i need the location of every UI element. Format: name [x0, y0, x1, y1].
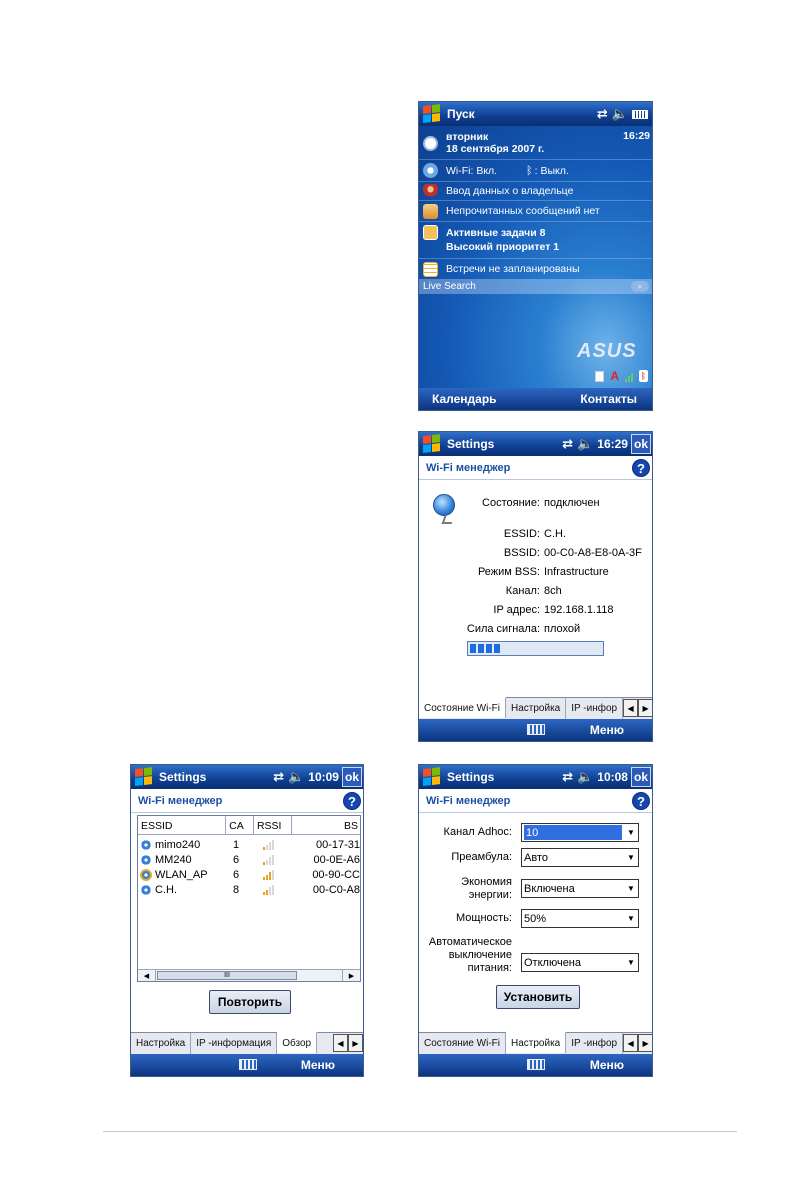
power-label: Мощность:: [456, 912, 512, 924]
softkey-contacts[interactable]: Контакты: [580, 392, 637, 406]
app-title: Settings: [159, 770, 207, 784]
signal-bar: [269, 857, 271, 865]
signal-strength-bar: [467, 641, 604, 656]
tab-scroll: [623, 1033, 653, 1054]
status-row-value: 8ch: [544, 584, 562, 597]
network-bssid: 00-90-CC: [312, 868, 360, 881]
network-channel: 6: [233, 868, 240, 881]
scroll-right-icon[interactable]: ▶: [342, 970, 360, 981]
softkey-calendar[interactable]: Календарь: [432, 392, 497, 406]
signal-bar: [272, 840, 274, 851]
network-rssi-cell: [255, 867, 293, 882]
tasks-icon: [423, 225, 438, 240]
network-essid-cell: [138, 882, 227, 897]
signal-bar: [263, 892, 265, 895]
status-row: [419, 581, 652, 600]
tasks-active: Активные задачи 8: [446, 227, 546, 239]
signal-bar: [269, 887, 271, 895]
signal-bars-icon: [263, 869, 274, 880]
notification-icons: [595, 370, 648, 382]
status-row-label: ESSID:: [503, 527, 540, 540]
title-bar: [419, 102, 652, 126]
calendar-item[interactable]: [419, 259, 652, 279]
tab-right-arrow-icon[interactable]: ▶: [638, 699, 653, 717]
network-essid: C.H.: [155, 883, 177, 896]
tab-settings[interactable]: Настройка: [506, 1032, 566, 1053]
power-save-select[interactable]: [521, 879, 639, 898]
tab-ip-info[interactable]: IP -информация: [191, 1033, 277, 1054]
soft-key-bar: [419, 1054, 652, 1076]
help-icon[interactable]: ?: [632, 792, 650, 810]
status-icons: [562, 769, 593, 785]
title-bar: [419, 765, 652, 789]
status-icons: [597, 106, 648, 122]
speaker-icon[interactable]: 🔈: [288, 769, 305, 784]
network-list-header: [138, 816, 360, 835]
status-row-label: IP адрес:: [493, 603, 540, 616]
tab-ip-info[interactable]: IP -инфор: [566, 1033, 623, 1054]
page-footer-rule: [103, 1131, 737, 1132]
auto-off-select[interactable]: [521, 953, 639, 972]
envelope-icon: [423, 204, 438, 219]
chevron-down-icon: ▼: [627, 828, 635, 837]
keyboard-icon[interactable]: [527, 724, 545, 735]
signal-bar: [269, 842, 271, 850]
windows-start-icon[interactable]: [423, 434, 441, 454]
signal-bar: [266, 845, 268, 851]
bluetooth-icon: ᛒ: [526, 164, 533, 177]
battery-icon[interactable]: [632, 110, 648, 119]
calendar-icon: [423, 262, 438, 277]
title-bar: [419, 432, 652, 456]
network-icon: [140, 884, 152, 896]
clock-time[interactable]: 10:08: [597, 770, 628, 784]
softkey-menu[interactable]: Меню: [589, 723, 624, 737]
channel-value: 10: [524, 825, 622, 840]
signal-bar: [272, 870, 274, 881]
chevron-down-icon: ▼: [627, 914, 635, 923]
network-channel: 8: [233, 883, 240, 896]
start-title[interactable]: Пуск: [447, 107, 475, 121]
bluetooth-status: : Выкл.: [534, 164, 569, 177]
tab-scroll: [623, 698, 653, 719]
signal-bars-icon: [263, 884, 274, 895]
tab-left-arrow-icon[interactable]: ◀: [623, 699, 638, 717]
softkey-menu[interactable]: Меню: [589, 1058, 624, 1072]
status-icons: [562, 436, 593, 452]
date-label: 18 сентября 2007 г.: [446, 143, 545, 155]
app-title: Settings: [447, 437, 495, 451]
network-essid: MM240: [155, 853, 192, 866]
speaker-icon[interactable]: 🔈: [577, 769, 594, 784]
status-row-label: Состояние:: [482, 496, 540, 509]
clock-time[interactable]: 16:29: [597, 437, 628, 451]
auto-off-label: [419, 936, 516, 975]
signal-bar: [263, 847, 265, 850]
status-row-value: 192.168.1.118: [544, 603, 614, 616]
signal-block: [478, 644, 484, 653]
page-header: [131, 789, 363, 813]
signal-block: [494, 644, 500, 653]
auto-off-value: Отключена: [524, 956, 581, 969]
auto-off-label-line1: Автоматическое: [428, 935, 512, 948]
auto-off-label-line3: питания:: [467, 961, 512, 974]
scroll-left-icon[interactable]: ◀: [138, 970, 156, 981]
tab-strip: [419, 1032, 652, 1054]
appointments-label: Встречи не запланированы: [446, 263, 580, 275]
tab-strip: [131, 1032, 363, 1054]
tab-right-arrow-icon[interactable]: ▶: [638, 1034, 653, 1052]
tab-overview[interactable]: Обзор: [277, 1032, 317, 1053]
tab-scroll: [333, 1033, 363, 1054]
speaker-icon[interactable]: 🔈: [611, 106, 628, 121]
auto-off-label-line2: выключение: [448, 948, 512, 961]
title-bar: [131, 765, 363, 789]
status-row-value: Infrastructure: [544, 565, 609, 578]
horizontal-scrollbar[interactable]: [138, 969, 360, 981]
column-rssi[interactable]: RSSI: [254, 816, 292, 835]
wifi-settings-screen: [418, 764, 653, 1077]
acrobat-icon[interactable]: A: [610, 369, 619, 383]
app-title: Settings: [447, 770, 495, 784]
signal-strength-icon[interactable]: [625, 371, 633, 382]
network-row[interactable]: [138, 882, 361, 897]
status-row: [419, 619, 652, 638]
help-icon[interactable]: ?: [632, 459, 650, 477]
network-icon: [140, 854, 152, 866]
tasks-item[interactable]: [419, 222, 652, 259]
signal-bar: [266, 860, 268, 866]
page-header: [419, 456, 652, 480]
messages-label: Непрочитанных сообщений нет: [446, 205, 600, 217]
tab-left-arrow-icon[interactable]: ◀: [623, 1034, 638, 1052]
column-essid[interactable]: ESSID: [138, 816, 226, 835]
status-row-value: плохой: [544, 622, 581, 635]
apply-button[interactable]: Установить: [496, 985, 580, 1009]
status-row-label: Режим BSS:: [477, 565, 540, 578]
chevron-down-icon: ▼: [627, 958, 635, 967]
connectivity-icon[interactable]: ⇄: [273, 769, 285, 784]
status-row: [419, 524, 652, 543]
tasks-priority: Высокий приоритет 1: [446, 241, 560, 253]
live-search-bar[interactable]: [419, 279, 652, 294]
status-row: [419, 562, 652, 581]
tab-ip-info[interactable]: IP -инфор: [566, 698, 623, 719]
status-icons: [273, 769, 304, 785]
network-channel: 1: [233, 838, 240, 851]
network-bssid: 00-17-31: [315, 838, 360, 851]
network-rssi-cell: [255, 852, 293, 867]
connectivity-icon[interactable]: ⇄: [562, 769, 574, 784]
search-label: Live Search: [423, 281, 476, 292]
messages-item[interactable]: [419, 201, 652, 222]
network-rssi-cell: [255, 837, 293, 852]
wireless-manager-icon: [423, 163, 438, 178]
signal-bar: [266, 875, 268, 881]
power-save-label: [419, 876, 516, 902]
sync-icon[interactable]: [595, 371, 604, 382]
preamble-value: Авто: [524, 851, 548, 864]
power-save-label-line2: энергии:: [468, 889, 512, 901]
power-select[interactable]: [521, 909, 639, 928]
soft-key-bar: [131, 1054, 363, 1076]
channel-select[interactable]: [521, 823, 639, 842]
tab-strip: [419, 697, 652, 719]
status-row-label: BSSID:: [503, 546, 540, 559]
network-essid-cell: [138, 867, 227, 882]
signal-bar: [266, 890, 268, 896]
network-row[interactable]: [138, 867, 361, 882]
search-icon[interactable]: ⌕: [631, 281, 649, 292]
status-row-label: Канал:: [505, 584, 540, 597]
network-row[interactable]: [138, 852, 361, 867]
tab-right-arrow-icon[interactable]: ▶: [348, 1034, 363, 1052]
connectivity-icon[interactable]: ⇄: [562, 436, 574, 451]
tab-left-arrow-icon[interactable]: ◀: [333, 1034, 348, 1052]
signal-bar: [272, 855, 274, 866]
softkey-menu[interactable]: Меню: [300, 1058, 335, 1072]
network-bssid: 00-C0-A8: [312, 883, 360, 896]
ok-button[interactable]: ok: [342, 767, 362, 787]
network-globe-stand-icon: [442, 516, 455, 524]
connectivity-icon[interactable]: ⇄: [596, 106, 608, 121]
network-list[interactable]: [137, 815, 361, 982]
signal-bar: [272, 885, 274, 896]
page-title: Wi-Fi менеджер: [426, 794, 511, 807]
signal-bars-icon: [263, 854, 274, 865]
signal-bar: [269, 872, 271, 880]
status-row-value: C.H.: [544, 527, 566, 540]
power-save-label-line1: Экономия: [461, 876, 512, 888]
wifi-status-screen: [418, 431, 653, 742]
wifi-scan-screen: [130, 764, 364, 1077]
date-item[interactable]: [419, 127, 652, 160]
clock-icon: [423, 136, 438, 151]
ok-button[interactable]: ok: [631, 767, 651, 787]
page-title: Wi-Fi менеджер: [426, 461, 511, 474]
network-essid: WLAN_AP: [155, 868, 208, 881]
network-rssi-cell: [255, 882, 293, 897]
status-row-label: Сила сигнала:: [466, 622, 540, 635]
owner-icon: [423, 184, 438, 199]
signal-bar: [263, 862, 265, 865]
wifi-status: Wi-Fi: Вкл.: [446, 164, 498, 177]
network-icon: [140, 839, 152, 851]
status-row-value: 00-C0-A8-E8-0A-3F: [544, 546, 642, 559]
status-row: [419, 543, 652, 562]
network-channel: 6: [233, 853, 240, 866]
keyboard-icon[interactable]: [527, 1059, 545, 1070]
network-bssid: 00-0E-A6: [313, 853, 360, 866]
ok-button[interactable]: ok: [631, 434, 651, 454]
signal-block: [470, 644, 476, 653]
tab-wifi-status[interactable]: Состояние Wi-Fi: [419, 1033, 506, 1054]
soft-key-bar: [419, 719, 652, 741]
day-label: вторник: [446, 131, 489, 143]
network-essid: mimo240: [155, 838, 201, 851]
tab-settings[interactable]: Настройка: [506, 698, 566, 719]
chevron-down-icon: ▼: [627, 884, 635, 893]
status-row-value: подключен: [544, 496, 600, 509]
wireless-item[interactable]: [419, 160, 652, 182]
column-bssid[interactable]: BS: [343, 819, 358, 832]
owner-label: Ввод данных о владельце: [446, 185, 574, 197]
chevron-down-icon: ▼: [627, 853, 635, 862]
column-ca[interactable]: CA: [226, 816, 254, 835]
status-row: [419, 493, 652, 512]
page-title: Wi-Fi менеджер: [138, 794, 223, 807]
secure-network-icon: [140, 869, 152, 881]
speaker-icon[interactable]: 🔈: [577, 436, 594, 451]
clock-time[interactable]: 10:09: [308, 770, 339, 784]
signal-bars-icon: [263, 839, 274, 850]
asus-logo: ASUS: [577, 340, 637, 362]
bluetooth-status-icon[interactable]: ᛒ: [640, 371, 647, 381]
windows-start-icon[interactable]: [423, 104, 441, 124]
network-row[interactable]: [138, 837, 361, 852]
tab-settings[interactable]: Настройка: [131, 1033, 191, 1054]
network-essid-cell: [138, 837, 227, 852]
channel-label: Канал Adhoc:: [443, 826, 512, 838]
windows-start-icon[interactable]: [135, 767, 153, 787]
signal-block: [486, 644, 492, 653]
tab-wifi-status[interactable]: Состояние Wi-Fi: [419, 697, 506, 718]
status-row: [419, 600, 652, 619]
page-header: [419, 789, 652, 813]
time-label: 16:29: [623, 130, 650, 142]
power-value: 50%: [524, 912, 547, 925]
help-icon[interactable]: ?: [343, 792, 361, 810]
today-screen: [418, 101, 653, 411]
preamble-label: Преамбула:: [451, 851, 512, 863]
refresh-button[interactable]: Повторить: [209, 990, 291, 1014]
preamble-select[interactable]: [521, 848, 639, 867]
windows-start-icon[interactable]: [423, 767, 441, 787]
keyboard-icon[interactable]: [239, 1059, 257, 1070]
signal-strength-fill: [470, 644, 500, 653]
network-essid-cell: [138, 852, 227, 867]
scroll-thumb[interactable]: III: [157, 971, 297, 980]
power-save-value: Включена: [524, 882, 575, 895]
owner-item[interactable]: [419, 182, 652, 201]
soft-key-bar: [419, 388, 652, 410]
signal-bar: [263, 877, 265, 880]
